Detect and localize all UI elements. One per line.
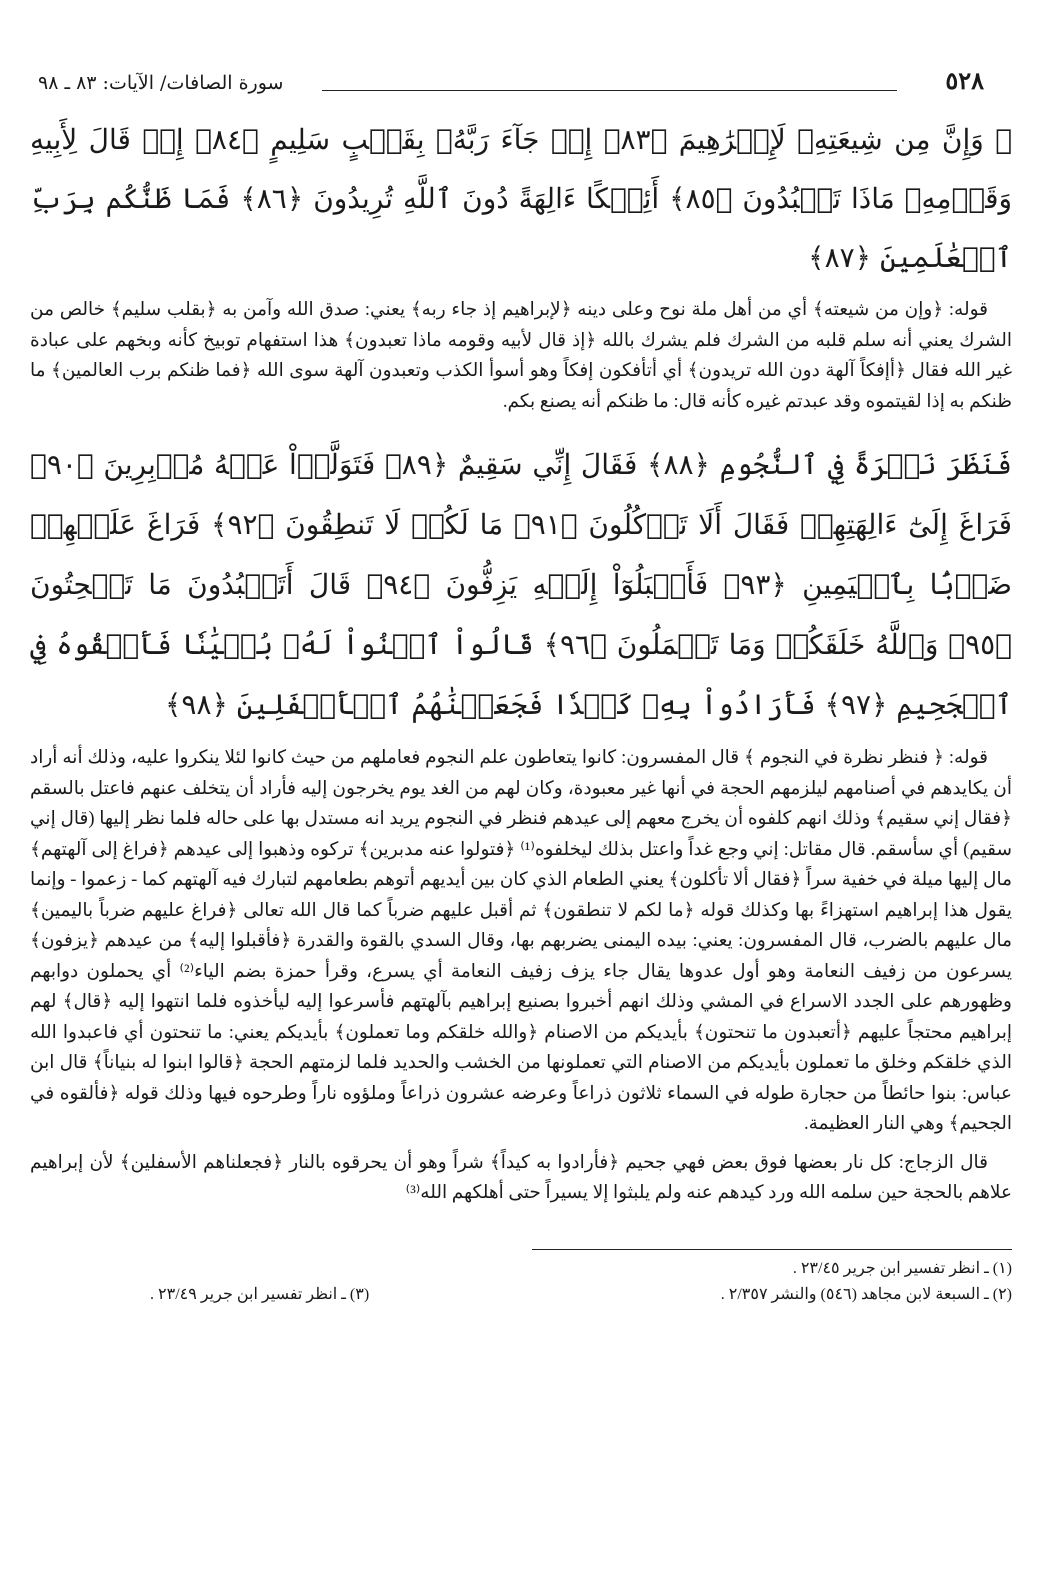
page-number: ٥٢٨ bbox=[945, 66, 984, 95]
footnote-row bbox=[30, 1282, 1012, 1308]
footnote-2: (٢) ـ السبعة لابن مجاهد (٥٤٦) والنشر ٢/٣٥٧ . bbox=[720, 1285, 1012, 1303]
quran-verses-83-87: ۞ وَإِنَّ مِن شِيعَتِهِۦ لَإِبۡرَٰهِيمَ ﴿٨٣﴾ إِذۡ جَآءَ رَبَّهُۥ بِقَلۡبٍ سَلِيمٍ ﴿٨٤﴾ إِذۡ قَالَ لِأَبِيهِ وَقَوۡمِهِۦ مَاذَا تَعۡبُدُونَ ﴿٨٥﴾ أَئِفۡكًا ءَالِهَةً دُونَ ٱللَّهِ تُرِيدُونَ ﴿٨٦﴾ فَمَا ظَنُّكُم بِرَبِّ ٱلۡعَٰلَمِينَ ﴿٨٧﴾ bbox=[30, 123, 1013, 274]
commentary-paragraph-2: قوله: ﴿ فنظر نظرة في النجوم ﴾ قال المفسرون: كانوا يتعاطون علم النجوم فعاملهم من حيث كانوا لئلا ينكروا عليه، وذلك أنه أراد أن يكايدهم في أصنامهم ليلزمهم الحجة في أنها غير معبودة، وكان لهم من الغد يوم يخرجون إليه فأراد أن يتخلف عنهم فاعتل بالسقم ﴿فقال إني سقيم﴾ وذلك انهم كلفوه أن يخرج معهم إلى عيدهم فنظر في النجوم يريد انه مستدل بها على حاله فلما نظر إليها (قال إني سقيم) أي سأسقم. قال مقاتل: إني وجع غداً واعتل بذلك ليخلفوه⁽¹⁾ ﴿فتولوا عنه مدبرين﴾ تركوه وذهبوا إلى عيدهم ﴿فراغ إلى آلهتهم﴾ مال إليها ميلة في خفية سراً ﴿فقال ألا تأكلون﴾ يعني الطعام الذي كان بين أيديهم أتوهم بطعامهم لتبارك فيه آلهتهم كما - زعموا - وإنما يقول هذا إبراهيم استهزاءً بها وكذلك قوله ﴿ما لكم لا تنطقون﴾ ثم أقبل عليهم ضرباً كما قال الله تعالى ﴿فراغ عليهم ضرباً باليمين﴾ مال عليهم بالضرب، قال المفسرون: يعني: بيده اليمنى يضربهم بها، وقال السدي بالقوة والقدرة ﴿فأقبلوا إليه﴾ من عيدهم ﴿يزفون﴾ يسرعون من زفيف النعامة وهو أول عدوها يقال جاء يزف زفيف النعامة أي يسرع، وقرأ حمزة بضم الياء⁽²⁾ أي يحملون دوابهم وظهورهم على الجدد الاسراع في المشي وذلك انهم أخبروا بصنيع إبراهيم بآلهتهم فأسرعوا إليه ليأخذوه فلما انتهوا إليه ﴿قال﴾ لهم إبراهيم محتجاً عليهم ﴿أتعبدون ما تنحتون﴾ بأيديكم من الاصنام ﴿والله خلقكم وما تعملون﴾ بأيديكم يعني: ما تنحتون أي فاعبدوا الله الذي خلقكم وخلق ما تعملون بأيديكم من الاصنام التي تعملونها من الخشب والحديد فلما لزمتهم الحجة ﴿قالوا ابنوا له بنياناً﴾ قال ابن عباس: بنوا حائطاً من حجارة طوله في السماء ثلاثون ذراعاً وعرضه عشرون ذراعاً وملؤوه ناراً وطرحوه فيها وذلك قوله ﴿فألقوه في الجحيم﴾ وهي النار العظيمة. bbox=[30, 748, 1013, 1134]
footnotes bbox=[30, 1256, 1012, 1308]
page-header bbox=[30, 58, 1012, 94]
footnote-1: (١) ـ انظر تفسير ابن جرير ٢٣/٤٥ . bbox=[792, 1259, 1012, 1277]
running-title: سورة الصافات/ الآيات: ٨٣ ـ ٩٨ bbox=[38, 72, 284, 94]
footnote-3: (٣) ـ انظر تفسير ابن جرير ٢٣/٤٩ . bbox=[150, 1285, 370, 1303]
quran-verses-88-98: فَنَظَرَ نَظۡرَةً فِي ٱلنُّجُومِ ﴿٨٨﴾ فَقَالَ إِنِّي سَقِيمٌ ﴿٨٩﴾ فَتَوَلَّوۡاْ عَنۡهُ مُدۡبِرِينَ ﴿٩٠﴾ فَرَاغَ إِلَىٰٓ ءَالِهَتِهِمۡ فَقَالَ أَلَا تَأۡكُلُونَ ﴿٩١﴾ مَا لَكُمۡ لَا تَنطِقُونَ ﴿٩٢﴾ فَرَاغَ عَلَيۡهِمۡ ضَرۡبَۢا بِٱلۡيَمِينِ ﴿٩٣﴾ فَأَقۡبَلُوٓاْ إِلَيۡهِ يَزِفُّونَ ﴿٩٤﴾ قَالَ أَتَعۡبُدُونَ مَا تَنۡحِتُونَ ﴿٩٥﴾ وَٱللَّهُ خَلَقَكُمۡ وَمَا تَعۡمَلُونَ ﴿٩٦﴾ قَالُواْ ٱبۡنُواْ لَهُۥ بُنۡيَٰنٗا فَأَلۡقُوهُ فِي ٱلۡجَحِيمِ ﴿٩٧﴾ فَأَرَادُواْ بِهِۦ كَيۡدٗا فَجَعَلۡنَٰهُمُ ٱلۡأَسۡفَلِينَ ﴿٩٨﴾ bbox=[30, 448, 1012, 721]
header-rule bbox=[322, 90, 897, 91]
commentary-paragraph-1: قوله: ﴿وإن من شيعته﴾ أي من أهل ملة نوح وعلى دينه ﴿لإبراهيم إذ جاء ربه﴾ يعني: صدق الله وآمن به ﴿بقلب سليم﴾ خالص من الشرك يعني أنه سلم قلبه من الشرك فلم يشرك بالله ﴿إذ قال لأبيه وقومه ماذا تعبدون﴾ هذا استفهام توبيخ كأنه وبخهم على عبادة غير الله فقال ﴿أإفكاً آلهة دون الله تريدون﴾ أي أتأفكون إفكاً وهو أسوأ الكذب وتعبدون آلهة سوى الله ﴿فما ظنكم برب العالمين﴾ ما ظنكم به إذا لقيتموه وقد عبدتم غيره كأنه قال: ما ظنكم أنه يصنع بكم. bbox=[30, 300, 1012, 412]
footnote-rule bbox=[532, 1249, 1012, 1250]
commentary-paragraph-3: قال الزجاج: كل نار بعضها فوق بعض فهي جحيم ﴿فأرادوا به كيداً﴾ شراً وهو أن يحرقوه بالنار ﴿فجعلناهم الأسفلين﴾ لأن إبراهيم علاهم بالحجة حين سلمه الله ورد كيدهم عنه ولم يلبثوا إلا يسيراً حتى أهلكهم الله⁽³⁾ bbox=[30, 1152, 1012, 1203]
